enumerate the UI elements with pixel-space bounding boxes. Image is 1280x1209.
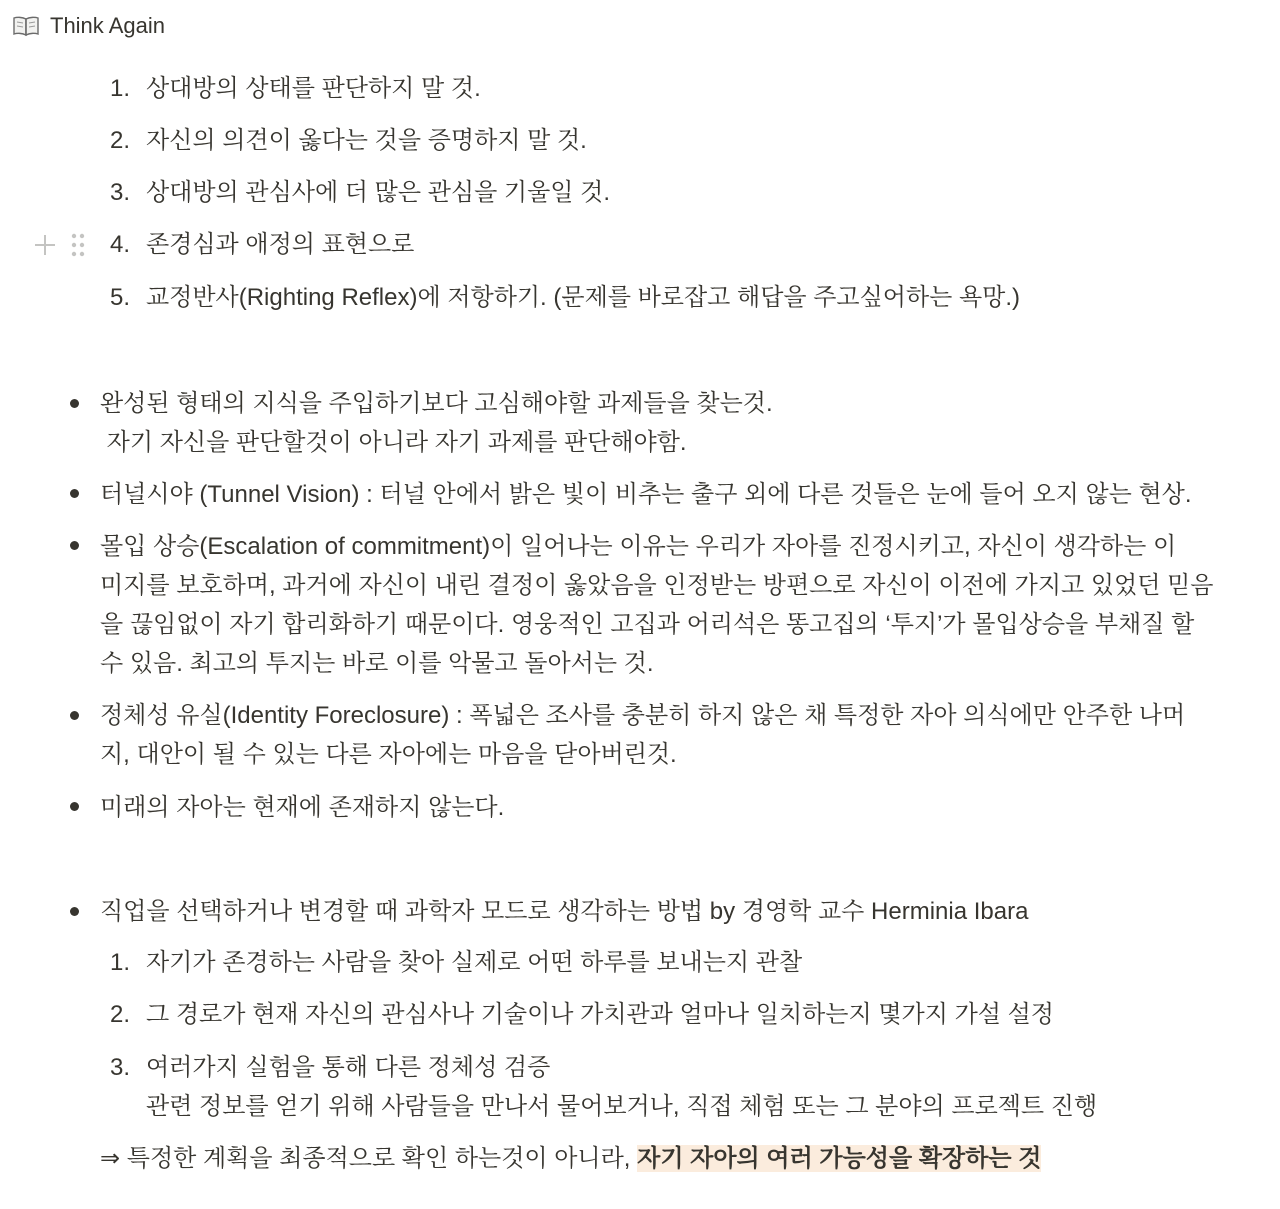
bullet-text: 정체성 유실(Identity Foreclosure) : 폭넓은 조사를 충분히 하지 않은 채 특정한 자아 의식에만 안주한 나머 지, 대안이 될 수 있는 다른 자아에는 마음을 닫아버린것. [100,702,1186,768]
bullet-icon [70,541,79,550]
page-title[interactable]: Think Again [50,13,165,38]
bullet-icon [70,489,79,498]
list-text: 상대방의 상태를 판단하지 말 것. [146,75,481,102]
list-text: 상대방의 관심사에 더 많은 관심을 기울일 것. [146,179,610,206]
bullet-icon [70,399,79,408]
bullet-text: 미래의 자아는 현재에 존재하지 않는다. [100,794,505,821]
bullet-text: 완성된 형태의 지식을 주입하기보다 고심해야할 과제들을 찾는것. 자기 자신을 판단할것이 아니라 자기 과제를 판단해야함. [100,390,773,456]
list-subtext: 관련 정보를 얻기 위해 사람들을 만나서 물어보거나, 직접 체험 또는 그 분야의 프로젝트 진행 [146,1093,1098,1120]
bullet-icon [70,802,79,811]
list-text: 존경심과 애정의 표현으로 [146,231,415,258]
list-text: 그 경로가 현재 자신의 관심사나 기술이나 가치관과 얼마나 일치하는지 몇가지 가설 설정 [146,1001,1054,1028]
book-icon [12,15,40,37]
highlighted-text: 자기 자아의 여러 가능성을 확장하는 것 [637,1145,1042,1172]
page-header [12,10,165,42]
list-text: 자신의 의견이 옳다는 것을 증명하지 말 것. [146,127,587,154]
bullet-icon [70,711,79,720]
list-number: 3. [109,179,130,206]
bullet-text: 터널시야 (Tunnel Vision) : 터널 안에서 밝은 빛이 비추는 출구 외에 다른 것들은 눈에 들어 오지 않는 현상. [100,481,1192,508]
list-number: 4. [109,231,130,258]
conclusion-text: ⇒ 특정한 계획을 최종적으로 확인 하는것이 아니라, [100,1145,638,1172]
bullet-text: 직업을 선택하거나 변경할 때 과학자 모드로 생각하는 방법 by 경영학 교수 Herminia Ibara [100,898,1029,925]
list-text: 자기가 존경하는 사람을 찾아 실제로 어떤 하루를 보내는지 관찰 [146,949,803,976]
bullet-text: 몰입 상승(Escalation of commitment)이 일어나는 이유는 우리가 자아를 진정시키고, 자신이 생각하는 이 미지를 보호하며, 과거에 자신이 내린 결정이 옳았음을 인정받는 방편으로 자신이 이전에 가지고 있었던 믿음 을 끊임없이 자기 합리화하기 때문이다. 영웅적인 고집과 어리석은 똥고집의 ‘투지’가 몰입상승을 부채질 할 수 있음. 최고의 투지는 바로 이를 악물고 돌아서는 것. [100,533,1214,677]
drag-handle-icon[interactable] [71,232,85,258]
block-handle [33,232,85,258]
list-number: 3. [109,1054,130,1081]
list-number: 1. [109,75,130,102]
list-number: 2. [109,127,130,154]
list-text: 여러가지 실험을 통해 다른 정체성 검증 [146,1054,551,1081]
list-number: 1. [109,949,130,976]
bullet-icon [70,907,79,916]
list-number: 5. [109,284,130,311]
list-text: 교정반사(Righting Reflex)에 저항하기. (문제를 바로잡고 해답을 주고싶어하는 욕망.) [146,284,1021,311]
add-block-icon[interactable] [33,233,57,257]
conclusion [100,1142,1041,1176]
list-number: 2. [109,1001,130,1028]
